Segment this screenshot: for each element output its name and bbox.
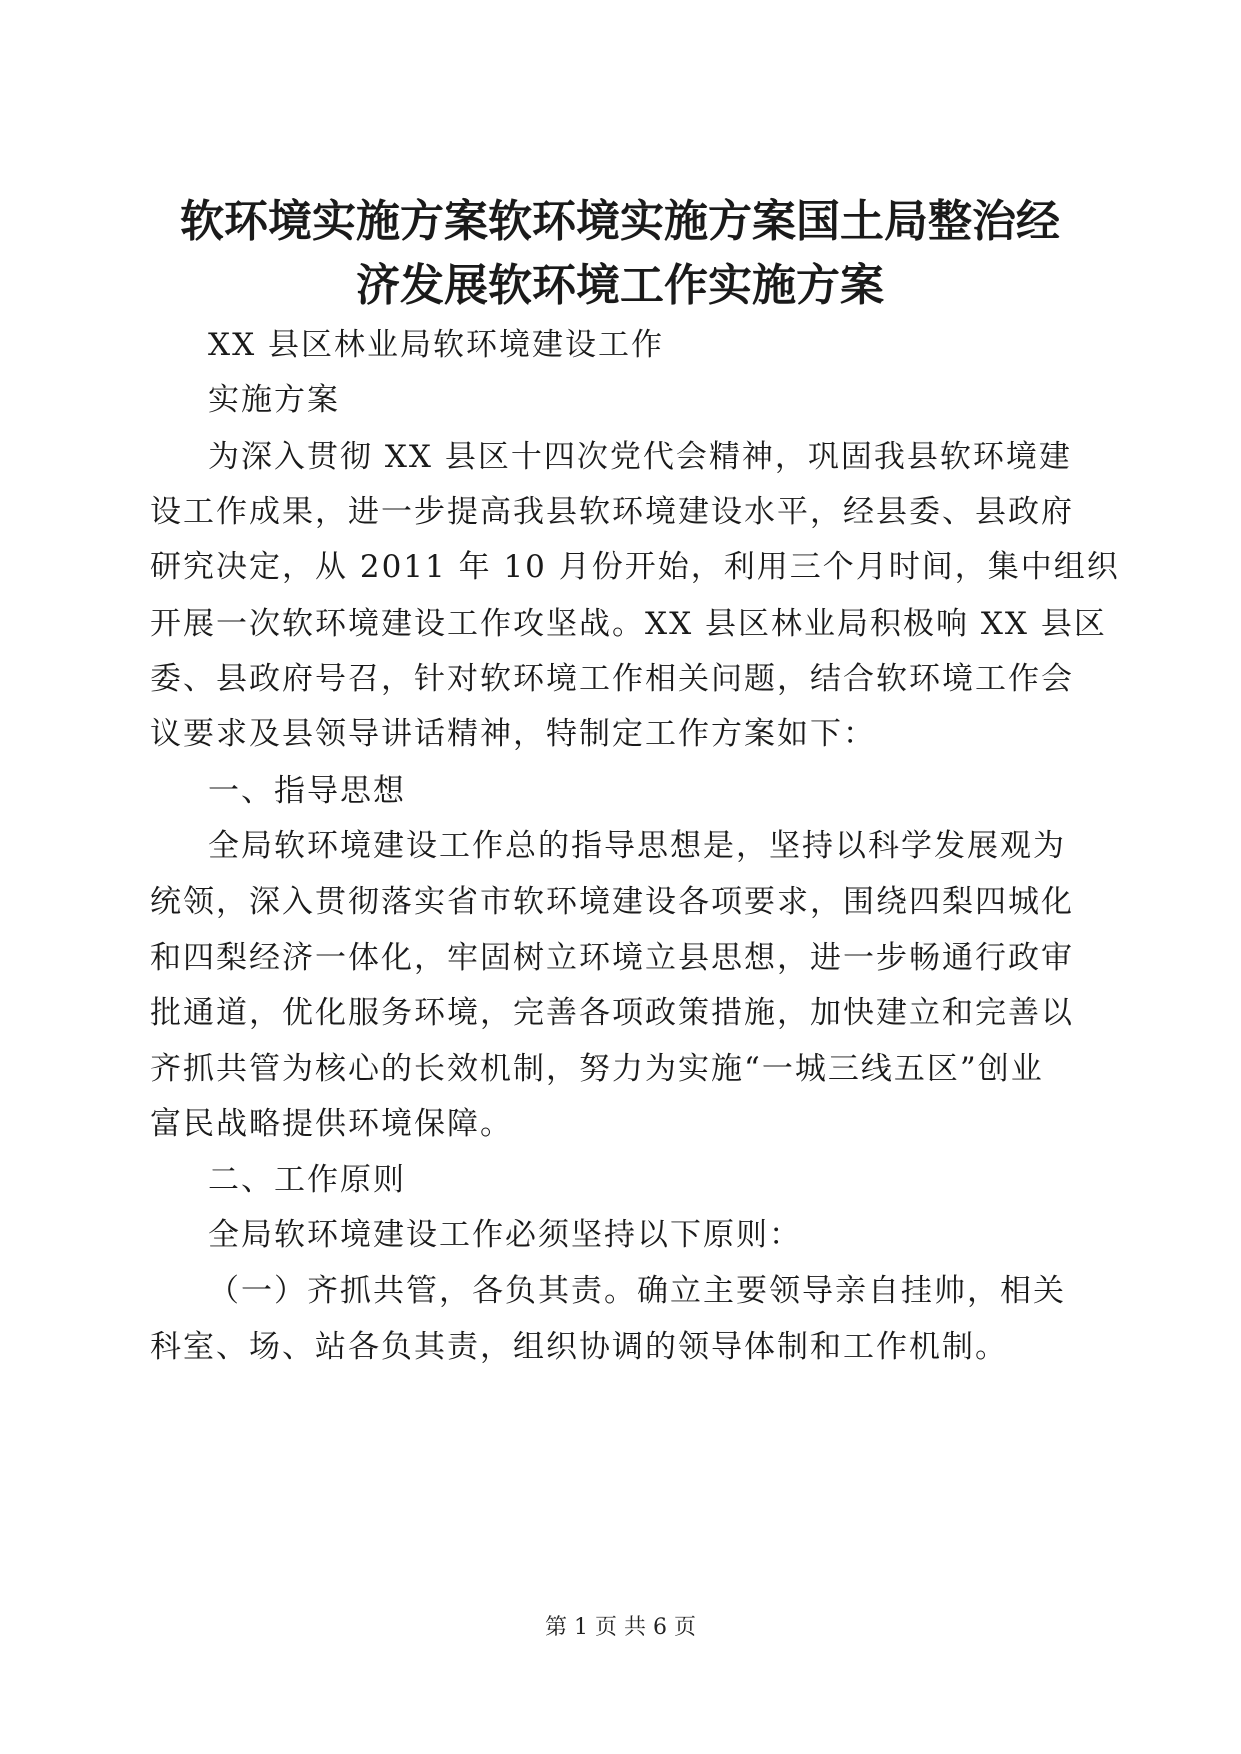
subtitle-line-1: XX 县区林业局软环境建设工作 <box>208 327 664 363</box>
paragraph-line: 和四梨经济一体化，牢固树立环境立县思想，进一步畅通行政审 <box>150 940 1074 976</box>
paragraph-line: 设工作成果，进一步提高我县软环境建设水平，经县委、县政府 <box>150 494 1074 530</box>
paragraph-line: 委、县政府号召，针对软环境工作相关问题，结合软环境工作会 <box>150 661 1074 697</box>
paragraph-line: 批通道，优化服务环境，完善各项政策措施，加快建立和完善以 <box>150 995 1074 1031</box>
page-footer: 第 1 页 共 6 页 <box>545 1615 696 1640</box>
subtitle-line-2: 实施方案 <box>208 382 340 418</box>
paragraph-line: 为深入贯彻 XX 县区十四次党代会精神，巩固我县软环境建 <box>208 439 1072 475</box>
paragraph-line: 科室、场、站各负其责，组织协调的领导体制和工作机制。 <box>150 1329 1008 1365</box>
section-heading: 一、指导思想 <box>208 773 406 809</box>
paragraph-line: 齐抓共管为核心的长效机制，努力为实施“一城三线五区”创业 <box>150 1051 1044 1087</box>
paragraph-line: 全局软环境建设工作必须坚持以下原则： <box>208 1217 802 1253</box>
title-line-1: 软环境实施方案软环境实施方案国土局整治经 <box>180 196 1060 247</box>
paragraph-line: 全局软环境建设工作总的指导思想是，坚持以科学发展观为 <box>208 828 1066 864</box>
paragraph-line: 研究决定，从 2011 年 10 月份开始，利用三个月时间，集中组织 <box>150 549 1120 585</box>
paragraph-line: （一）齐抓共管，各负其责。确立主要领导亲自挂帅，相关 <box>208 1273 1066 1309</box>
paragraph-line: 议要求及县领导讲话精神，特制定工作方案如下： <box>150 716 876 752</box>
section-heading: 二、工作原则 <box>208 1162 406 1198</box>
paragraph-line: 统领，深入贯彻落实省市软环境建设各项要求，围绕四梨四城化 <box>150 884 1074 920</box>
paragraph-line: 开展一次软环境建设工作攻坚战。XX 县区林业局积极响 XX 县区 <box>150 606 1107 642</box>
paragraph-line: 富民战略提供环境保障。 <box>150 1106 513 1142</box>
document-title <box>150 190 1090 318</box>
title-line-2: 济发展软环境工作实施方案 <box>356 260 884 311</box>
